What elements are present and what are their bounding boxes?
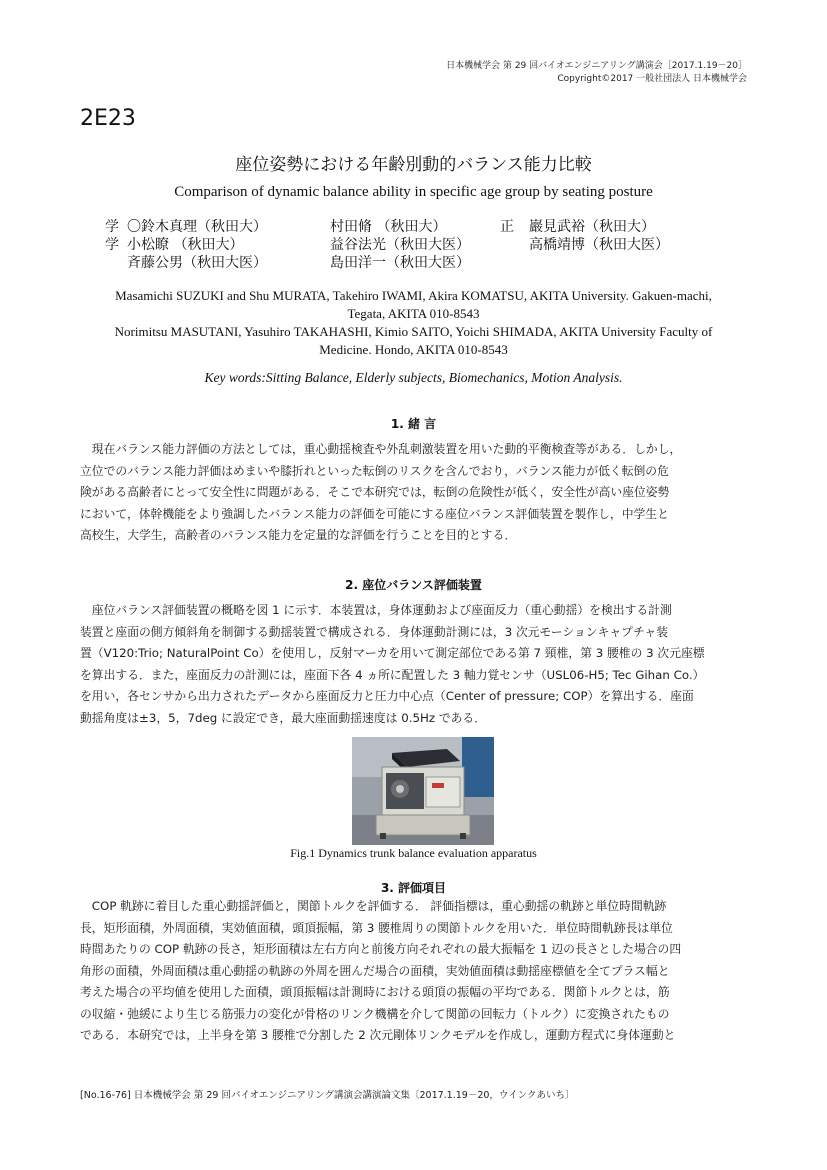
author-name: 小松瞭 （秋田大） [127, 237, 244, 253]
section-body-evaluation [80, 896, 750, 1047]
title-english: Comparison of dynamic balance ability in specific age group by seating posture [174, 184, 653, 200]
body-line: 立位でのバランス能力評価はめまいや膝折れといった転倒のリスクを含んでおり，バランス能力が低く転倒の危 [80, 463, 669, 478]
author-row [105, 236, 745, 254]
affiliation-line: Norimitsu MASUTANI, Yasuhiro TAKAHASHI, Kimio SAITO, Yoichi SHIMADA, AKITA University Faculty of [114, 324, 713, 339]
body-line: において，体幹機能をより強調したバランス能力の評価を可能にする座位バランス評価装置を製作し，中学生と [80, 506, 669, 521]
affiliations [80, 287, 747, 359]
body-line: 現在バランス能力評価の方法としては，重心動揺検査や外乱刺激装置を用いた動的平衡検査等がある．しかし， [80, 442, 682, 456]
body-line: の収縮・弛緩により生じる筋張力の変化が骨格のリンク機構を介して関節の回転力（トルク）に変換されたもの [80, 1006, 670, 1021]
section-heading-introduction: 1. 緒 言 [390, 417, 437, 431]
author-name: 巖見武裕（秋田大） [529, 219, 655, 235]
member-grade: 学 [105, 219, 119, 235]
body-line: を用い，各センサから出力されたデータから座面反力と圧力中心点（Center of pressure; COP）を算出する．座面 [80, 689, 694, 703]
body-line: である．本研究では，上半身を第 3 腰椎で分割した 2 次元剛体リンクモデルを作成し，運動方程式に身体運動と [80, 1028, 676, 1042]
member-grade: 学 [105, 237, 119, 253]
author-row [105, 254, 745, 272]
body-line: を算出する．また，座面反力の計測には，座面下各 4 ヵ所に配置した 3 軸力覚センサ（USL06-H5; Tec Gihan Co.） [80, 667, 705, 682]
section-heading-apparatus: 2. 座位バランス評価装置 [345, 578, 482, 592]
section-body-introduction [80, 439, 750, 547]
author-block [105, 218, 745, 272]
body-line: 置（V120:Trio; NaturalPoint Co）を使用し，反射マーカを用いて測定部位である第 7 頸椎，第 3 腰椎の 3 次元座標 [80, 646, 705, 660]
title-japanese: 座位姿勢における年齢別動的バランス能力比較 [235, 155, 592, 175]
author-name: 島田洋一（秋田大医） [330, 255, 470, 271]
body-line: 動揺角度は±3，5，7deg に設定でき，最大座面動揺速度は 0.5Hz である． [80, 710, 486, 725]
conference-header [446, 60, 747, 86]
conference-header-line1: 日本機械学会 第 29 回バイオエンジニアリング講演会［2017.1.19－20］ [446, 61, 747, 71]
section-body-apparatus [80, 600, 750, 729]
author-name: 〇鈴木真理（秋田大） [127, 219, 267, 235]
body-line: 高校生，大学生，高齢者のバランス能力を定量的な評価を行うことを目的とする． [80, 528, 517, 542]
author-name: 村田脩 （秋田大） [330, 219, 447, 235]
proceedings-footer: [No.16-76] 日本機械学会 第 29 回バイオエンジニアリング講演会講演論文集〔2017.1.19－20，ウインクあいち〕 [80, 1090, 575, 1101]
body-line: 角形の面積，外周面積は重心動揺の軌跡の外周を囲んだ場合の面積，実効値面積は動揺座標値を全てプラス幅と [80, 963, 670, 978]
author-name: 益谷法光（秋田大医） [330, 237, 470, 253]
copyright-line: Copyright©2017 一般社団法人 日本機械学会 [557, 74, 747, 84]
body-line: COP 軌跡に着目した重心動揺評価と，関節トルクを評価する． 評価指標は，重心動揺の軌跡と単位時間軌跡 [80, 899, 667, 913]
body-line: 装置と座面の側方傾斜角を制御する動揺装置で構成される．身体運動計測には，3 次元モーションキャプチャ装 [80, 624, 669, 639]
body-line: 時間あたりの COP 軌跡の長さ，矩形面積は左右方向と前後方向それぞれの最大振幅を 1 辺の長さとした場合の四 [80, 942, 682, 956]
paper-id: 2E23 [80, 106, 136, 131]
author-name: 斉藤公男（秋田大医） [127, 255, 267, 271]
body-line: 険がある高齢者にとって安全性に問題がある．そこで本研究では，転倒の危険性が低く，安全性が高い座位姿勢 [80, 485, 670, 499]
body-line: 長，矩形面積，外周面積，実効値面積，頭頂振幅，第 3 腰椎周りの関節トルクを用いた．単位時間軌跡長は単位 [80, 920, 673, 935]
body-line: 座位バランス評価装置の概略を図 1 に示す．本装置は，身体運動および座面反力（重心動揺）を検出する計測 [80, 603, 672, 617]
section-heading-evaluation: 3. 評価項目 [380, 881, 447, 895]
member-grade: 正 [500, 219, 514, 235]
body-line: 考えた場合の平均値を使用した面積，頭頂振幅は計測時における頭頂の振幅の平均である．関節トルクとは，筋 [80, 985, 670, 999]
keywords: Key words:Sitting Balance, Elderly subjects, Biomechanics, Motion Analysis. [204, 370, 623, 385]
affiliation-line: Tegata, AKITA 010-8543 [347, 306, 480, 321]
author-name: 高橋靖博（秋田大医） [529, 237, 669, 253]
affiliation-line: Medicine. Hondo, AKITA 010-8543 [319, 342, 508, 357]
author-row [105, 218, 745, 236]
figure-caption: Fig.1 Dynamics trunk balance evaluation apparatus [290, 846, 537, 860]
affiliation-line: Masamichi SUZUKI and Shu MURATA, Takehiro IWAMI, Akira KOMATSU, AKITA University. Gakuen-machi, [115, 288, 712, 303]
figure-apparatus-photo [352, 737, 494, 845]
